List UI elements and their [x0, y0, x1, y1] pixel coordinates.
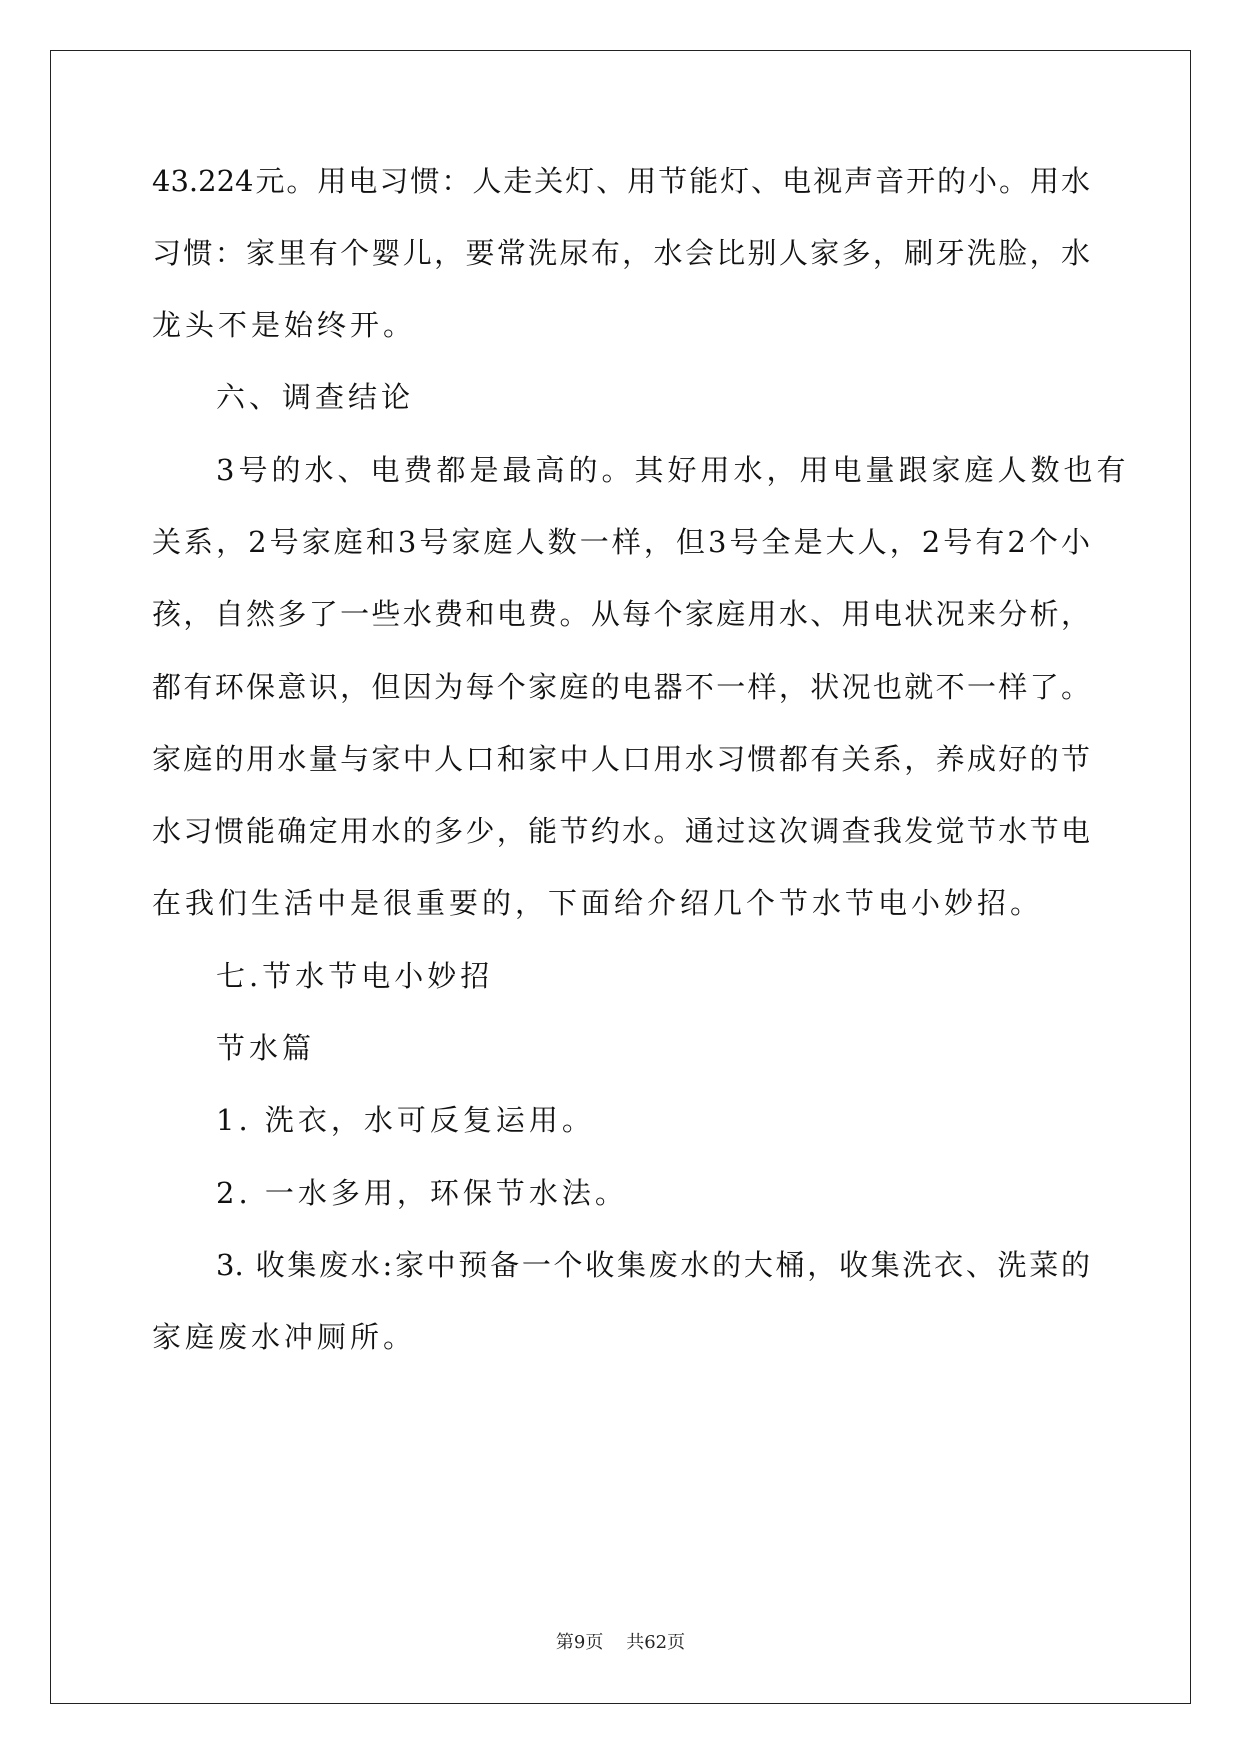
text-line: 都有环保意识，但因为每个家庭的电器不一样，状况也就不一样了。	[152, 670, 1090, 704]
text-line: 在我们生活中是很重要的，下面给介绍几个节水节电小妙招。	[152, 886, 1044, 920]
text-line: 家庭的用水量与家中人口和家中人口用水习惯都有关系，养成好的节	[152, 742, 1090, 776]
page-number-footer: 第9页 共62页	[555, 1632, 686, 1653]
text-line: 水习惯能确定用水的多少，能节约水。通过这次调查我发觉节水节电	[152, 814, 1090, 848]
list-item: 3. 收集废水:家中预备一个收集废水的大桶，收集洗衣、洗菜的	[216, 1248, 1090, 1282]
text-line: 家庭废水冲厕所。	[152, 1320, 417, 1354]
text-line: 习惯：家里有个婴儿，要常洗尿布，水会比别人家多，刷牙洗脸，水	[152, 236, 1090, 270]
list-item: 2. 一水多用，环保节水法。	[216, 1176, 628, 1210]
page-border	[50, 50, 1191, 1704]
text-line: 43.224元。用电习惯：人走关灯、用节能灯、电视声音开的小。用水	[152, 164, 1090, 198]
section-heading: 七.节水节电小妙招	[216, 959, 494, 993]
section-heading: 六、调查结论	[216, 380, 415, 414]
text-line: 龙头不是始终开。	[152, 308, 417, 342]
subsection-heading: 节水篇	[216, 1031, 316, 1065]
text-line: 3号的水、电费都是最高的。其好用水，用电量跟家庭人数也有	[216, 453, 1130, 487]
text-line: 关系，2号家庭和3号家庭人数一样，但3号全是大人，2号有2个小	[152, 525, 1090, 559]
text-line: 孩，自然多了一些水费和电费。从每个家庭用水、用电状况来分析，	[152, 597, 1090, 631]
list-item: 1. 洗衣，水可反复运用。	[216, 1103, 595, 1137]
